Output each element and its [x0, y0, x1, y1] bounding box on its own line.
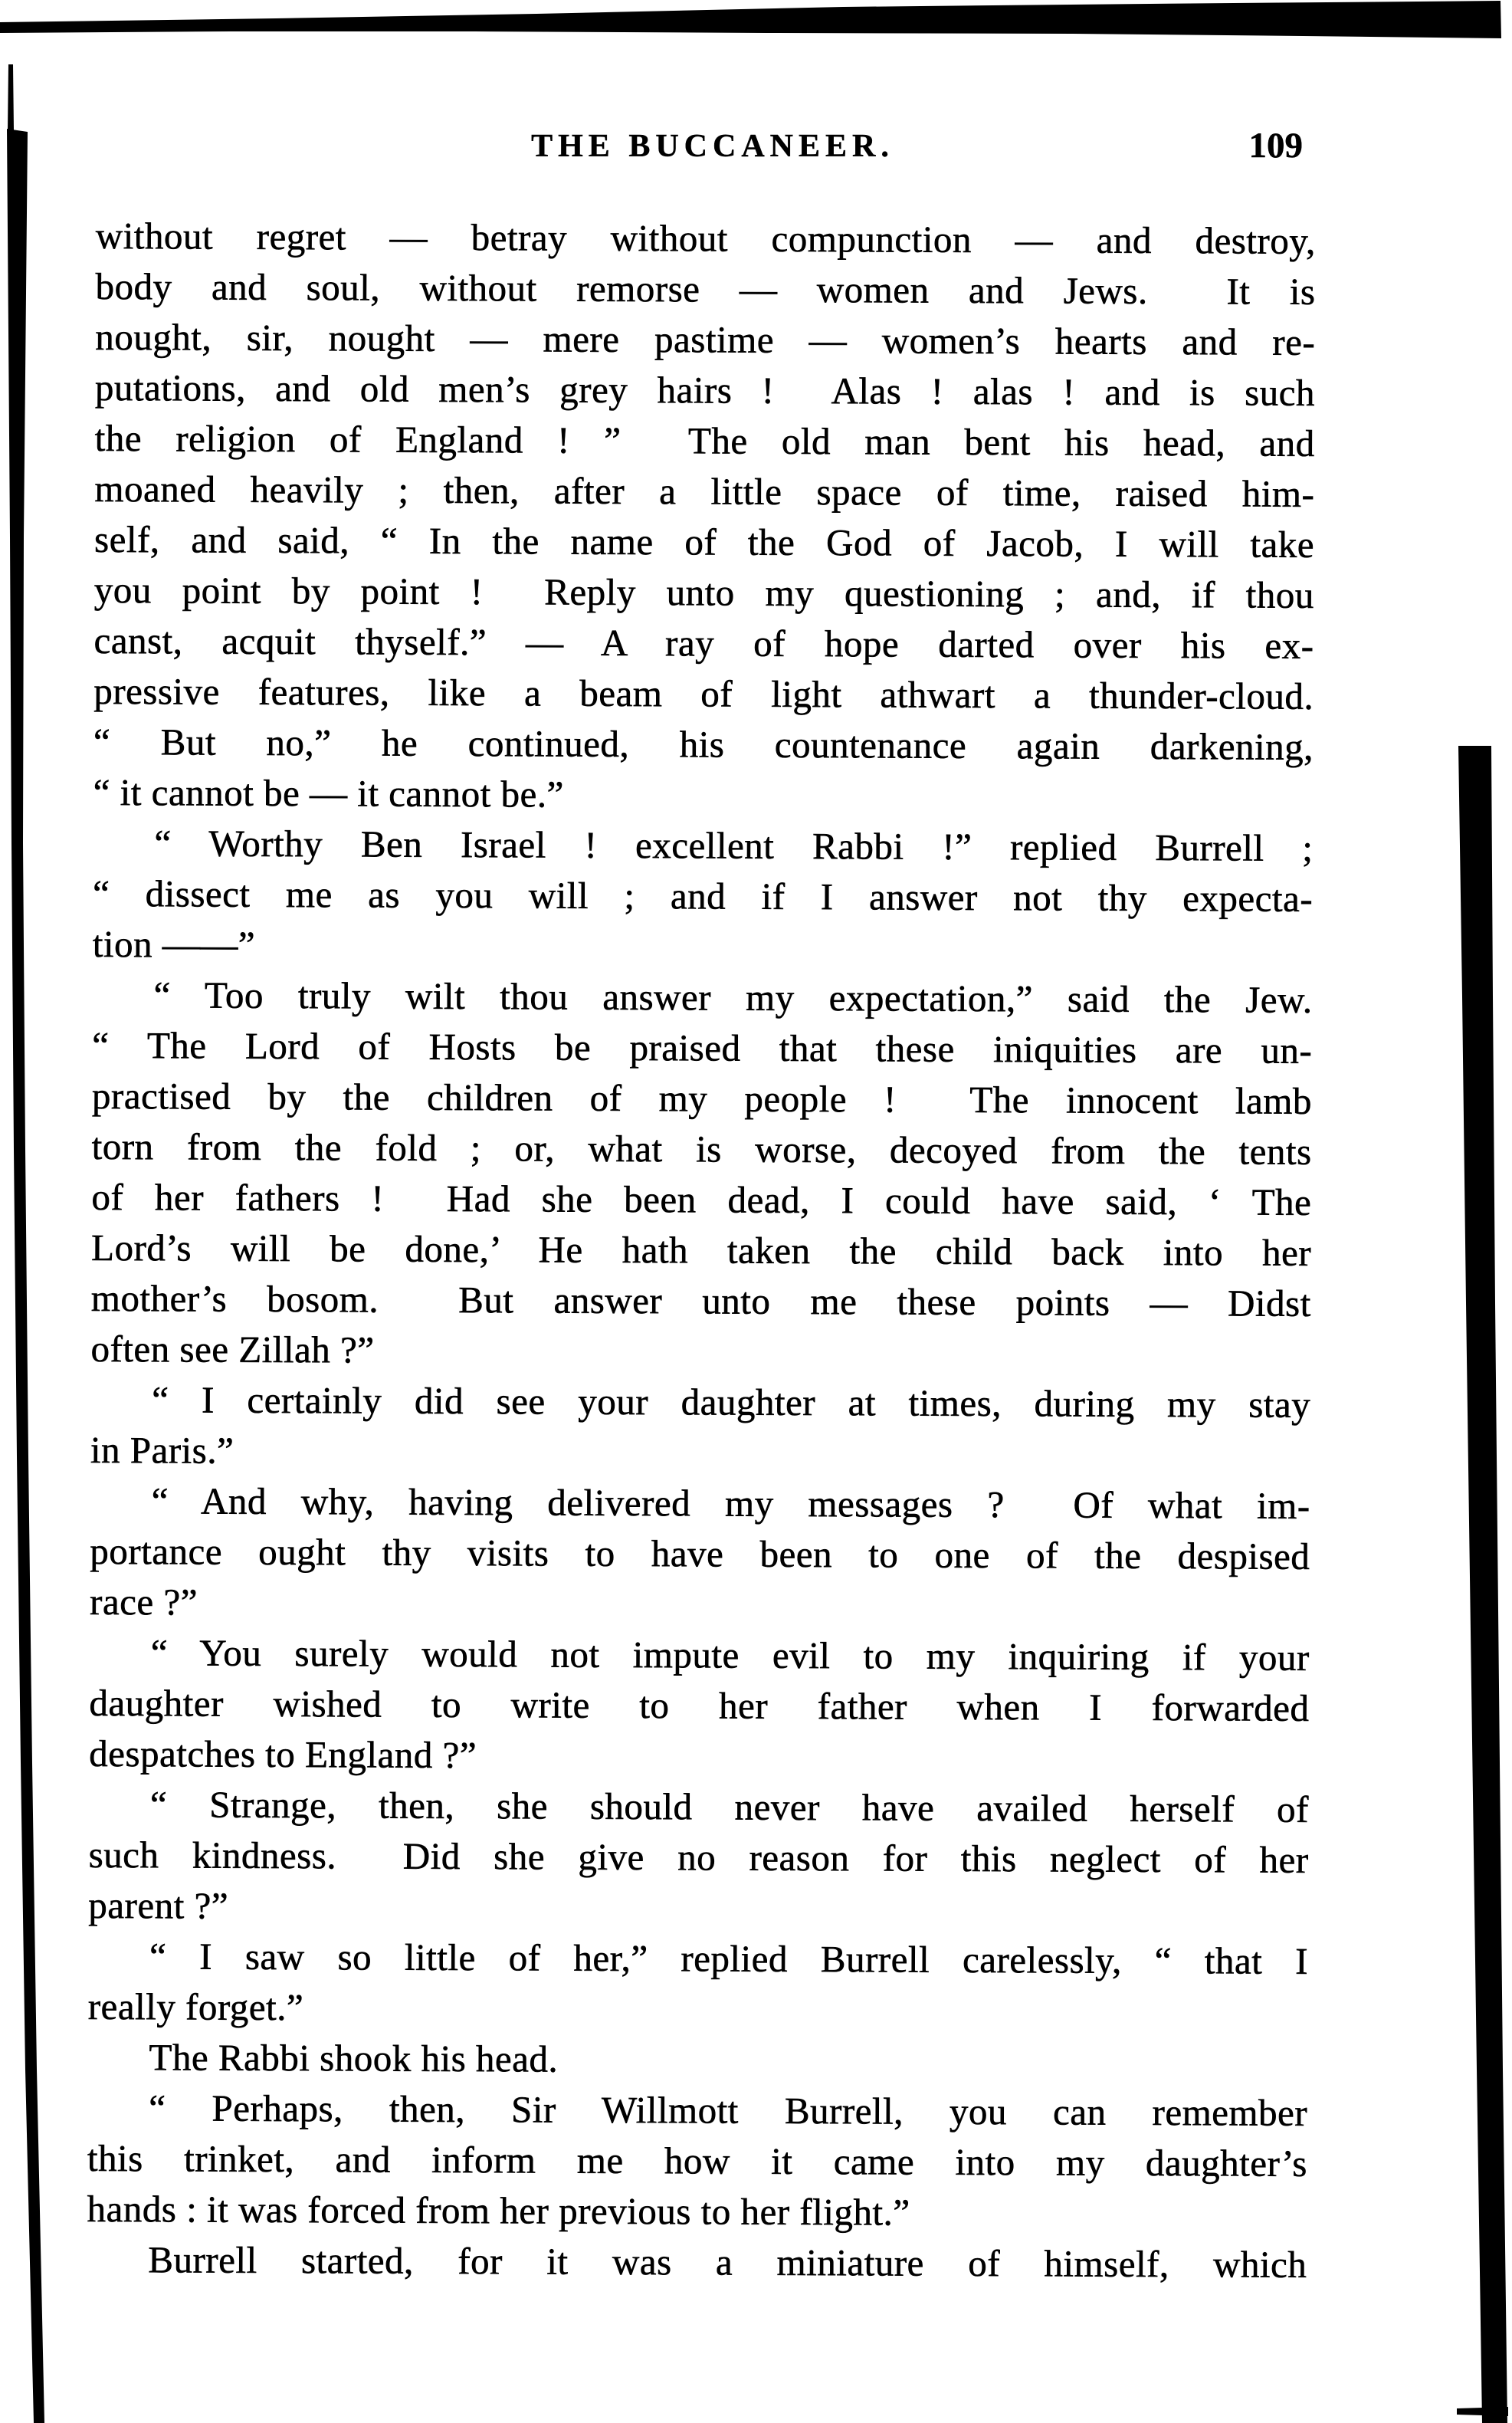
text-line: Burrell started, for it was a miniature of himself, which — [148, 2238, 1307, 2286]
text-line: self, and said, “ In the name of the God of Jacob, I will take — [94, 517, 1315, 566]
text-line: tion ——” — [92, 922, 256, 966]
text-line: putations, and old men’s grey hairs ! Alas ! alas ! and is such — [94, 366, 1316, 414]
body-lines — [87, 211, 1316, 2290]
text-line: body and soul, without remorse — women and Jews. It is — [95, 264, 1316, 313]
text-line: “ it cannot be — it cannot be.” — [93, 770, 564, 816]
text-line: “ dissect me as you will ; and if I answer not thy expecta- — [92, 872, 1314, 920]
scan-artifact-top-bar — [0, 1, 1501, 38]
text-line: mother’s bosom. But answer unto me these points — Didst — [90, 1276, 1311, 1325]
scan-artifact-right-bar — [1458, 746, 1507, 2423]
text-line: “ Perhaps, then, Sir Willmott Burrell, you can remember — [149, 2086, 1308, 2134]
scan-artifact-left-bar — [7, 129, 44, 2423]
text-line: torn from the fold ; or, what is worse, decoyed from the tents — [91, 1124, 1312, 1173]
text-line: the religion of England ! ” The old man bent his head, and — [94, 416, 1315, 465]
text-line: “ Worthy Ben Israel ! excellent Rabbi !” replied Burrell ; — [154, 822, 1314, 869]
text-line: “ I saw so little of her,” replied Burrell carelessly, “ that I — [149, 1935, 1309, 1982]
running-head-title: THE BUCCANEER. — [531, 129, 894, 164]
text-line: of her fathers ! Had she been dead, I could have said, ‘ The — [91, 1175, 1312, 1223]
text-line: “ But no,” he continued, his countenance again darkening, — [93, 720, 1314, 768]
text-line: despatches to England ?” — [89, 1732, 477, 1777]
page-number: 109 — [1248, 126, 1303, 166]
text-line: you point by point ! Reply unto my questioning ; and, if thou — [93, 568, 1314, 616]
text-line: moaned heavily ; then, after a little space of time, raised him- — [94, 467, 1315, 515]
text-line: without regret — betray without compunction — and destroy, — [95, 214, 1316, 262]
text-line: often see Zillah ?” — [90, 1327, 375, 1371]
text-line: portance ought thy visits to have been to one of the despised — [90, 1529, 1310, 1578]
text-line: hands : it was forced from her previous to her flight.” — [87, 2187, 910, 2234]
text-line: such kindness. Did she give no reason for this neglect of her — [88, 1833, 1309, 1881]
text-line: daughter wished to write to her father when I forwarded — [89, 1681, 1310, 1729]
text-line: nought, sir, nought — mere pastime — women’s hearts and re- — [95, 315, 1316, 363]
text-line: really forget.” — [87, 1985, 304, 2029]
text-line: “ You surely would not impute evil to my inquiring if your — [150, 1631, 1310, 1679]
text-line: “ The Lord of Hosts be praised that these iniquities are un- — [92, 1023, 1313, 1072]
text-line: “ I certainly did see your daughter at times, during my stay — [152, 1378, 1311, 1426]
text-line: pressive features, like a beam of light athwart a thunder-cloud. — [93, 669, 1314, 717]
scan-artifact-bottom-tick — [1457, 2407, 1508, 2416]
text-line: The Rabbi shook his head. — [149, 2036, 559, 2080]
text-line: Lord’s will be done,’ He hath taken the child back into her — [90, 1226, 1312, 1274]
text-line: parent ?” — [88, 1883, 229, 1927]
scan-artifact-left-stem — [8, 64, 14, 130]
text-line: in Paris.” — [90, 1428, 235, 1472]
text-line: practised by the children of my people ! The innocent lamb — [91, 1074, 1313, 1122]
text-line: “ Strange, then, she should never have availed herself of — [149, 1783, 1310, 1830]
text-line: canst, acquit thyself.” — A ray of hope darted over his ex- — [93, 619, 1314, 667]
text-line: “ Too truly wilt thou answer my expectation,” said the Jew. — [153, 973, 1313, 1021]
text-line: race ?” — [89, 1580, 198, 1624]
text-line: this trinket, and inform me how it came into my daughter’s — [87, 2136, 1308, 2185]
text-line: “ And why, having delivered my messages ? Of what im- — [151, 1479, 1310, 1527]
